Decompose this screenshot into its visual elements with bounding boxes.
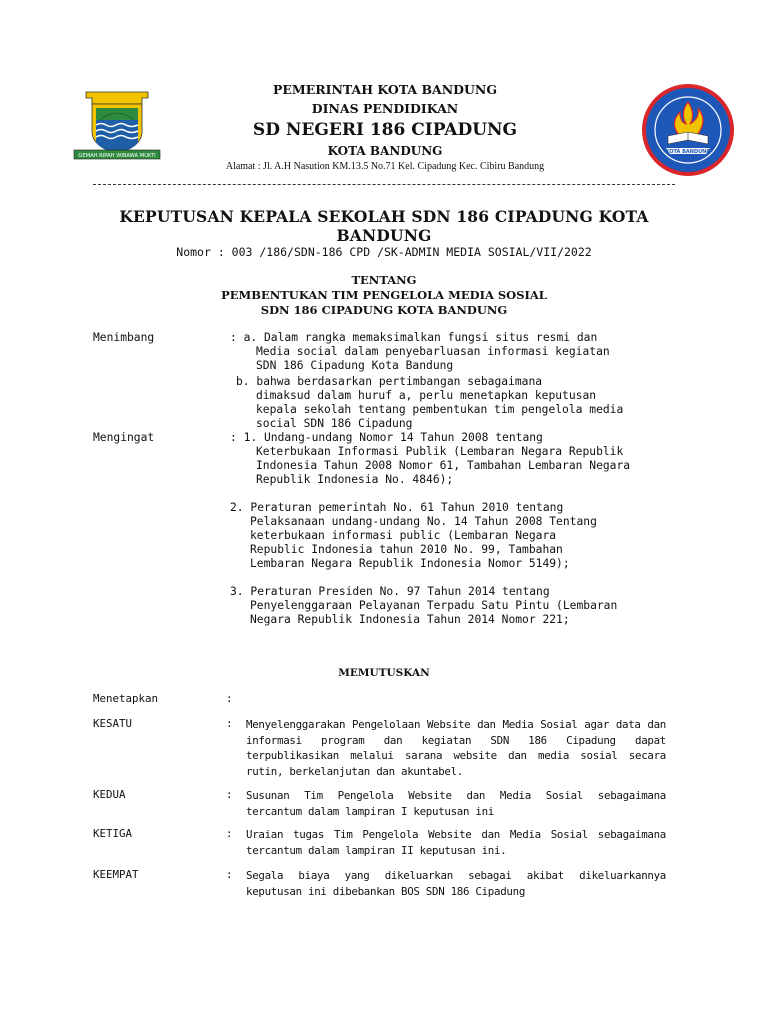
tentang-heading: TENTANG [351, 273, 417, 287]
memutuskan-heading: MEMUTUSKAN [338, 667, 430, 679]
bandung-city-crest-logo [72, 84, 162, 164]
decree-subject [100, 273, 668, 318]
kedua-colon: : [226, 788, 233, 801]
mengingat-item-3 [230, 585, 650, 627]
menetapkan-label: Menetapkan [93, 692, 159, 705]
subject-line-1: PEMBENTUKAN TIM PENGELOLA MEDIA SOSIAL [221, 288, 547, 302]
letterhead-school-name: SD NEGERI 186 CIPADUNG [252, 120, 518, 140]
svg-text:KOTA BANDUNG: KOTA BANDUNG [665, 149, 711, 155]
letterhead-city: KOTA BANDUNG [327, 144, 443, 158]
kesatu-label: KESATU [93, 717, 133, 730]
keempat-text: Segala biaya yang dikeluarkan sebagai akibat dikeluarkannya keputusan ini dibebankan BOS SDN 186 Cipadung [246, 869, 666, 898]
mengingat-2-body: Pelaksanaan undang-undang No. 14 Tahun 2008 Tentang keterbukaan informasi public (Lembaran Negara Republic Indonesia tahun 2010 No. 99, Tambahan Lembaran Negara Republik Indonesia Nomor 5149); [250, 515, 597, 570]
menimbang-b-first-line: b. bahwa berdasarkan pertimbangan sebagaimana [236, 375, 543, 388]
menimbang-b-body: dimaksud dalam huruf a, perlu menetapkan keputusan kepala sekolah tentang pembentukan tim pengelola media social SDN 186 Cipadung [256, 389, 624, 430]
mengingat-item-2 [230, 501, 650, 571]
menimbang-label: Menimbang [93, 331, 155, 344]
mengingat-2-first-line: 2. Peraturan pemerintah No. 61 Tahun 2010 tentang [230, 501, 564, 514]
ketiga-label: KETIGA [93, 827, 133, 840]
menimbang-item-b [236, 375, 656, 431]
ketiga-text: Uraian tugas Tim Pengelola Website dan Media Sosial sebagaimana tercantum dalam lampiran II keputusan ini. [246, 828, 666, 857]
letterhead-department: DINAS PENDIDIKAN [311, 101, 459, 116]
kesatu-text: Menyelenggarakan Pengelolaan Website dan Media Sosial agar data dan informasi program dan kegiatan SDN 186 Cipadung dapat terpublikasikan melalui sarana website dan media sosial secara rutin, berkelanjutan dan akuntabel. [246, 718, 666, 778]
mengingat-1-body: Keterbukaan Informasi Publik (Lembaran Negara Republik Indonesia Tahun 2008 Nomor 61, Tambahan Lembaran Negara Republik Indonesia No. 4846); [256, 445, 631, 486]
mengingat-item-1 [230, 431, 650, 487]
decree-number: Nomor : 003 /186/SDN-186 CPD /SK-ADMIN MEDIA SOSIAL/VII/2022 [176, 245, 592, 259]
menimbang-item-a [230, 331, 650, 373]
kesatu-colon: : [226, 717, 233, 730]
letterhead-divider [93, 184, 675, 185]
kedua-label: KEDUA [93, 788, 126, 801]
subject-line-2: SDN 186 CIPADUNG KOTA BANDUNG [260, 303, 508, 317]
menetapkan-colon: : [226, 692, 233, 705]
svg-text:GEMAH RIPAH WIBAWA MUKTI: GEMAH RIPAH WIBAWA MUKTI [78, 153, 156, 159]
mengingat-3-body: Penyelenggaraan Pelayanan Terpadu Satu Pintu (Lembaran Negara Republik Indonesia Tahun 2014 Nomor 221; [250, 599, 618, 626]
kedua-text: Susunan Tim Pengelola Website dan Media Sosial sebagaimana tercantum dalam lampiran I keputusan ini [246, 789, 666, 818]
mengingat-1-first-line: : 1. Undang-undang Nomor 14 Tahun 2008 tentang [230, 431, 543, 444]
keempat-colon: : [226, 868, 233, 881]
ketiga-colon: : [226, 827, 233, 840]
letterhead-government: PEMERINTAH KOTA BANDUNG [272, 82, 498, 97]
mengingat-label: Mengingat [93, 431, 155, 444]
decree-title: KEPUTUSAN KEPALA SEKOLAH SDN 186 CIPADUNG KOTA BANDUNG [119, 207, 649, 245]
menimbang-a-body: Media social dalam penyebarluasan informasi kegiatan SDN 186 Cipadung Kota Bandung [256, 345, 610, 372]
mengingat-3-first-line: 3. Peraturan Presiden No. 97 Tahun 2014 tentang [230, 585, 550, 598]
menimbang-a-first-line: : a. Dalam rangka memaksimalkan fungsi situs resmi dan [230, 331, 598, 344]
letterhead-address: Alamat : Jl. A.H Nasution KM.13.5 No.71 Kel. Cipadung Kec. Cibiru Bandung [225, 161, 545, 172]
school-emblem-logo [640, 82, 736, 178]
keempat-label: KEEMPAT [93, 868, 139, 881]
